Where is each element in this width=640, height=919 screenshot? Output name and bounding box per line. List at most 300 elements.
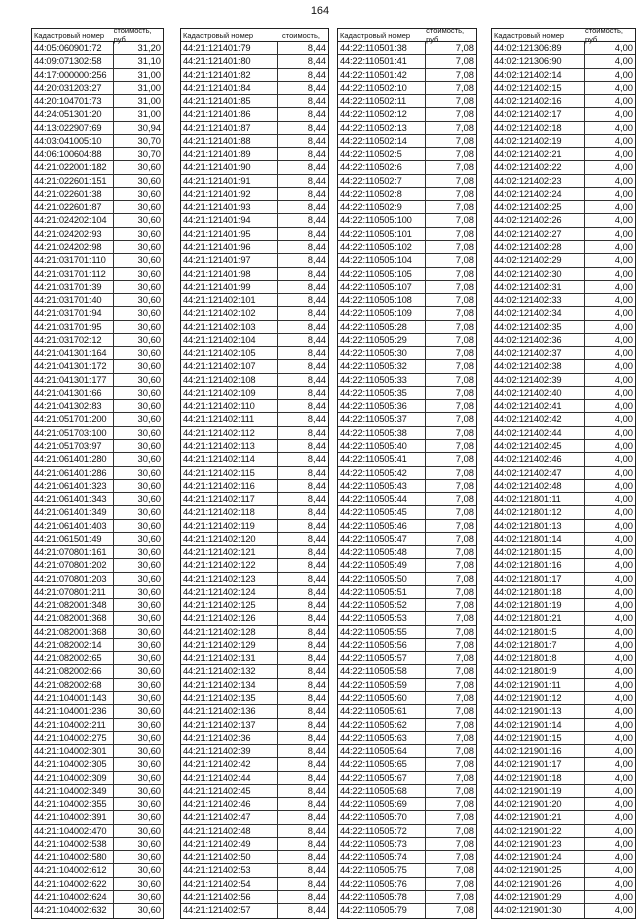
cost-cell: 7,08 bbox=[455, 121, 474, 133]
cadastral-number-cell: 44:02:121402:28 bbox=[492, 241, 585, 253]
cost-cell: 30,60 bbox=[137, 837, 161, 849]
cadastral-number-cell: 44:02:121901:18 bbox=[492, 772, 585, 784]
cost-cell: 8,44 bbox=[307, 493, 326, 505]
cost-cell: 4,00 bbox=[614, 745, 633, 757]
cost-cell: 30,60 bbox=[137, 612, 161, 624]
cadastral-number-cell: 44:21:104002:349 bbox=[32, 785, 114, 797]
table-row bbox=[492, 148, 635, 161]
cost-cell: 7,08 bbox=[455, 532, 474, 544]
cost-cell: 4,00 bbox=[614, 877, 633, 889]
cadastral-number-cell: 44:21:121401:79 bbox=[181, 42, 278, 54]
table-row bbox=[492, 904, 635, 917]
cost-cell: 7,08 bbox=[455, 837, 474, 849]
table-row bbox=[338, 904, 476, 917]
cadastral-number-cell: 44:02:121402:45 bbox=[492, 440, 585, 452]
table-row bbox=[32, 493, 163, 506]
cost-cell: 4,00 bbox=[614, 187, 633, 199]
cost-cell: 7,08 bbox=[455, 758, 474, 770]
table-row bbox=[32, 626, 163, 639]
cost-cell: 4,00 bbox=[614, 891, 633, 902]
table-row bbox=[338, 838, 476, 851]
cost-cell: 7,08 bbox=[455, 201, 474, 213]
table-row bbox=[181, 705, 328, 718]
cadastral-number-cell: 44:21:121401:89 bbox=[181, 148, 278, 160]
cadastral-number-cell: 44:21:104001:143 bbox=[32, 692, 114, 704]
cadastral-number-cell: 44:21:121402:50 bbox=[181, 851, 278, 863]
table-row bbox=[492, 122, 635, 135]
cadastral-number-cell: 44:22:110505:44 bbox=[338, 493, 426, 505]
cadastral-number-cell: 44:22:110505:42 bbox=[338, 467, 426, 479]
table-row bbox=[338, 599, 476, 612]
cadastral-number-cell: 44:21:104002:305 bbox=[32, 758, 114, 770]
table-row bbox=[492, 626, 635, 639]
cadastral-number-cell: 44:22:110505:78 bbox=[338, 891, 426, 903]
cadastral-number-cell: 44:22:110505:104 bbox=[338, 254, 426, 266]
cadastral-number-cell: 44:21:121402:108 bbox=[181, 374, 278, 386]
cost-cell: 30,60 bbox=[137, 439, 161, 451]
cost-cell: 30,60 bbox=[137, 240, 161, 252]
cost-cell: 7,08 bbox=[455, 824, 474, 836]
cost-cell: 7,08 bbox=[455, 652, 474, 664]
table-row bbox=[32, 825, 163, 838]
table-row bbox=[181, 228, 328, 241]
cadastral-number-cell: 44:21:121402:123 bbox=[181, 573, 278, 585]
cadastral-number-cell: 44:21:082001:348 bbox=[32, 599, 114, 611]
cost-cell: 30,60 bbox=[137, 506, 161, 518]
table-row bbox=[181, 506, 328, 519]
table-row bbox=[338, 612, 476, 625]
cadastral-number-cell: 44:21:121402:125 bbox=[181, 599, 278, 611]
cadastral-number-cell: 44:02:121901:15 bbox=[492, 732, 585, 744]
cost-cell: 4,00 bbox=[614, 771, 633, 783]
table-row bbox=[32, 95, 163, 108]
table-row bbox=[32, 506, 163, 519]
cost-cell: 7,08 bbox=[455, 254, 474, 266]
cost-cell: 4,00 bbox=[614, 386, 633, 398]
table-row bbox=[32, 891, 163, 904]
cost-cell: 8,44 bbox=[307, 307, 326, 319]
cadastral-number-cell: 44:22:110505:32 bbox=[338, 360, 426, 372]
table-row bbox=[32, 201, 163, 214]
cadastral-number-cell: 44:21:104002:211 bbox=[32, 719, 114, 731]
cadastral-number-cell: 44:22:110505:35 bbox=[338, 387, 426, 399]
table-row bbox=[338, 705, 476, 718]
cost-cell: 7,08 bbox=[455, 585, 474, 597]
table-row bbox=[492, 758, 635, 771]
cost-cell: 30,94 bbox=[137, 121, 161, 133]
cost-cell: 4,00 bbox=[614, 479, 633, 491]
cadastral-number-cell: 44:21:121401:93 bbox=[181, 201, 278, 213]
cadastral-number-cell: 44:21:070801:161 bbox=[32, 546, 114, 558]
cost-cell: 8,44 bbox=[307, 134, 326, 146]
column-header-number: Кадастровый номер bbox=[494, 30, 565, 40]
table-row bbox=[32, 360, 163, 373]
cadastral-number-cell: 44:21:070801:203 bbox=[32, 573, 114, 585]
cadastral-number-cell: 44:22:110502:9 bbox=[338, 201, 426, 213]
cadastral-number-cell: 44:22:110505:60 bbox=[338, 692, 426, 704]
table-row bbox=[181, 825, 328, 838]
table-row bbox=[181, 135, 328, 148]
cost-cell: 31,00 bbox=[137, 95, 161, 107]
cost-cell: 31,00 bbox=[137, 108, 161, 120]
cost-cell: 8,44 bbox=[307, 95, 326, 107]
table-row bbox=[32, 719, 163, 732]
table-row bbox=[181, 400, 328, 413]
cadastral-number-cell: 44:02:121402:35 bbox=[492, 321, 585, 333]
table-row bbox=[181, 360, 328, 373]
cadastral-number-cell: 44:21:070801:202 bbox=[32, 559, 114, 571]
column-header-cost: стоимость, руб bbox=[585, 26, 623, 44]
cost-cell: 4,00 bbox=[614, 811, 633, 823]
cost-cell: 30,60 bbox=[137, 731, 161, 743]
cadastral-number-cell: 44:21:104002:309 bbox=[32, 772, 114, 784]
cadastral-number-cell: 44:21:121402:129 bbox=[181, 639, 278, 651]
cost-cell: 4,00 bbox=[614, 373, 633, 385]
table-row bbox=[338, 108, 476, 121]
table-row bbox=[181, 891, 328, 904]
cadastral-number-cell: 44:21:104002:612 bbox=[32, 864, 114, 876]
cadastral-number-cell: 44:02:121801:8 bbox=[492, 652, 585, 664]
cadastral-number-cell: 44:21:082001:368 bbox=[32, 626, 114, 638]
cadastral-number-cell: 44:22:110505:48 bbox=[338, 546, 426, 558]
cost-cell: 4,00 bbox=[614, 108, 633, 120]
cadastral-number-cell: 44:02:121402:14 bbox=[492, 69, 585, 81]
table-row bbox=[492, 427, 635, 440]
table-row bbox=[181, 427, 328, 440]
cadastral-number-cell: 44:02:121402:47 bbox=[492, 467, 585, 479]
cost-cell: 8,44 bbox=[307, 413, 326, 425]
table-row bbox=[32, 732, 163, 745]
cost-cell: 7,08 bbox=[455, 267, 474, 279]
cost-cell: 7,08 bbox=[455, 280, 474, 292]
cadastral-number-cell: 44:21:104002:301 bbox=[32, 745, 114, 757]
cost-cell: 4,00 bbox=[614, 546, 633, 558]
table-row bbox=[338, 55, 476, 68]
cadastral-number-cell: 44:02:121801:18 bbox=[492, 586, 585, 598]
cost-cell: 4,00 bbox=[614, 68, 633, 80]
table-row bbox=[32, 705, 163, 718]
cost-cell: 4,00 bbox=[614, 453, 633, 465]
cost-cell: 7,08 bbox=[455, 705, 474, 717]
cadastral-number-cell: 44:22:110505:59 bbox=[338, 679, 426, 691]
cadastral-number-cell: 44:22:110505:62 bbox=[338, 719, 426, 731]
cost-cell: 30,60 bbox=[137, 294, 161, 306]
table-row bbox=[181, 586, 328, 599]
cadastral-number-cell: 44:22:110505:45 bbox=[338, 506, 426, 518]
cost-cell: 8,44 bbox=[307, 400, 326, 412]
cost-cell: 8,44 bbox=[307, 572, 326, 584]
cadastral-number-cell: 44:22:110502:14 bbox=[338, 135, 426, 147]
table-row bbox=[338, 334, 476, 347]
table-row bbox=[338, 811, 476, 824]
table-row bbox=[492, 480, 635, 493]
table-row bbox=[181, 838, 328, 851]
cost-cell: 7,08 bbox=[455, 373, 474, 385]
cadastral-number-cell: 44:21:082002:66 bbox=[32, 665, 114, 677]
cost-cell: 8,44 bbox=[307, 678, 326, 690]
cost-cell: 7,08 bbox=[455, 665, 474, 677]
cost-cell: 7,08 bbox=[455, 692, 474, 704]
cost-cell: 7,08 bbox=[455, 612, 474, 624]
cost-cell: 8,44 bbox=[307, 453, 326, 465]
table-row bbox=[492, 413, 635, 426]
cadastral-number-cell: 44:21:121402:111 bbox=[181, 413, 278, 425]
table-row bbox=[338, 453, 476, 466]
table-row bbox=[32, 347, 163, 360]
cost-cell: 4,00 bbox=[614, 307, 633, 319]
cost-cell: 7,08 bbox=[455, 134, 474, 146]
table-row bbox=[492, 785, 635, 798]
cost-cell: 4,00 bbox=[614, 665, 633, 677]
cost-cell: 8,44 bbox=[307, 811, 326, 823]
table-row bbox=[32, 639, 163, 652]
cadastral-number-cell: 44:21:104002:275 bbox=[32, 732, 114, 744]
table-row bbox=[32, 122, 163, 135]
table-row bbox=[492, 161, 635, 174]
table-row bbox=[181, 864, 328, 877]
table-row bbox=[338, 427, 476, 440]
cadastral-number-cell: 44:02:121901:24 bbox=[492, 851, 585, 863]
cost-cell: 30,60 bbox=[137, 652, 161, 664]
table-row bbox=[338, 347, 476, 360]
cost-cell: 4,00 bbox=[614, 320, 633, 332]
cadastral-number-cell: 44:02:121801:17 bbox=[492, 573, 585, 585]
table-row bbox=[492, 135, 635, 148]
cost-cell: 8,44 bbox=[307, 851, 326, 863]
table-row bbox=[492, 201, 635, 214]
table-row bbox=[32, 692, 163, 705]
cost-cell: 7,08 bbox=[455, 320, 474, 332]
cadastral-number-cell: 44:02:121801:9 bbox=[492, 665, 585, 677]
cost-cell: 4,00 bbox=[614, 174, 633, 186]
cost-cell: 30,60 bbox=[137, 347, 161, 359]
table-row bbox=[32, 42, 163, 55]
cost-cell: 4,00 bbox=[614, 705, 633, 717]
cadastral-number-cell: 44:02:121801:13 bbox=[492, 520, 585, 532]
table-row bbox=[32, 851, 163, 864]
table-row bbox=[181, 904, 328, 917]
table-row bbox=[32, 334, 163, 347]
table-row bbox=[492, 387, 635, 400]
table-row bbox=[492, 82, 635, 95]
cadastral-number-cell: 44:21:121402:120 bbox=[181, 533, 278, 545]
cost-cell: 4,00 bbox=[614, 201, 633, 213]
cost-cell: 4,00 bbox=[614, 692, 633, 704]
table-row bbox=[492, 360, 635, 373]
cadastral-number-cell: 44:21:121402:137 bbox=[181, 719, 278, 731]
cost-cell: 8,44 bbox=[307, 864, 326, 876]
cadastral-number-cell: 44:21:082002:68 bbox=[32, 679, 114, 691]
cadastral-number-cell: 44:22:110505:43 bbox=[338, 480, 426, 492]
cost-cell: 4,00 bbox=[614, 280, 633, 292]
table-row bbox=[32, 135, 163, 148]
cadastral-number-cell: 44:22:110502:5 bbox=[338, 148, 426, 160]
column-header-cost: стоимость, bbox=[282, 30, 320, 40]
cadastral-number-cell: 44:21:104002:538 bbox=[32, 838, 114, 850]
table-row bbox=[181, 745, 328, 758]
cost-cell: 4,00 bbox=[614, 439, 633, 451]
cost-cell: 7,08 bbox=[455, 506, 474, 518]
cost-cell: 8,44 bbox=[307, 731, 326, 743]
table-row bbox=[492, 639, 635, 652]
cadastral-number-cell: 44:02:121901:22 bbox=[492, 825, 585, 837]
table-row bbox=[338, 42, 476, 55]
table-row bbox=[492, 705, 635, 718]
cadastral-number-cell: 44:02:121801:14 bbox=[492, 533, 585, 545]
cost-cell: 4,00 bbox=[614, 798, 633, 810]
cadastral-number-cell: 44:21:061401:280 bbox=[32, 453, 114, 465]
cost-cell: 4,00 bbox=[614, 347, 633, 359]
cost-cell: 8,44 bbox=[307, 506, 326, 518]
cadastral-number-cell: 44:22:110505:107 bbox=[338, 281, 426, 293]
table-row bbox=[338, 546, 476, 559]
cost-cell: 30,70 bbox=[137, 148, 161, 160]
table-row bbox=[338, 374, 476, 387]
cost-cell: 8,44 bbox=[307, 161, 326, 173]
cadastral-number-cell: 44:02:121901:11 bbox=[492, 679, 585, 691]
cadastral-number-cell: 44:22:110505:74 bbox=[338, 851, 426, 863]
table-row bbox=[338, 758, 476, 771]
cadastral-number-cell: 44:21:061401:343 bbox=[32, 493, 114, 505]
table-row bbox=[181, 692, 328, 705]
cost-cell: 8,44 bbox=[307, 320, 326, 332]
cadastral-number-cell: 44:02:121402:48 bbox=[492, 480, 585, 492]
table-row bbox=[492, 506, 635, 519]
cost-cell: 7,08 bbox=[455, 42, 474, 53]
cost-cell: 30,60 bbox=[137, 745, 161, 757]
cost-cell: 7,08 bbox=[455, 400, 474, 412]
table-row bbox=[492, 665, 635, 678]
cost-cell: 7,08 bbox=[455, 187, 474, 199]
table-row bbox=[181, 467, 328, 480]
table-row bbox=[32, 55, 163, 68]
cost-cell: 30,60 bbox=[137, 559, 161, 571]
cost-cell: 30,60 bbox=[137, 373, 161, 385]
cost-cell: 8,44 bbox=[307, 81, 326, 93]
cadastral-number-cell: 44:02:121901:13 bbox=[492, 705, 585, 717]
table-row bbox=[181, 878, 328, 891]
table-row bbox=[181, 175, 328, 188]
table-row bbox=[32, 427, 163, 440]
table-row bbox=[338, 665, 476, 678]
cadastral-number-cell: 44:22:110505:38 bbox=[338, 427, 426, 439]
cadastral-number-cell: 44:22:110505:56 bbox=[338, 639, 426, 651]
table-row bbox=[181, 758, 328, 771]
cadastral-number-cell: 44:22:110505:61 bbox=[338, 705, 426, 717]
cadastral-number-cell: 44:21:121401:94 bbox=[181, 214, 278, 226]
table-row bbox=[32, 307, 163, 320]
cadastral-number-cell: 44:21:041301:172 bbox=[32, 360, 114, 372]
cost-cell: 30,60 bbox=[137, 161, 161, 173]
cost-cell: 30,60 bbox=[137, 678, 161, 690]
cost-cell: 4,00 bbox=[614, 413, 633, 425]
cadastral-number-cell: 44:22:110505:40 bbox=[338, 440, 426, 452]
cadastral-number-cell: 44:21:121401:82 bbox=[181, 69, 278, 81]
table-row bbox=[181, 533, 328, 546]
cost-cell: 8,44 bbox=[307, 187, 326, 199]
cadastral-number-cell: 44:02:121801:16 bbox=[492, 559, 585, 571]
cost-cell: 8,44 bbox=[307, 758, 326, 770]
cadastral-number-cell: 44:22:110505:52 bbox=[338, 599, 426, 611]
cadastral-number-cell: 44:21:121402:126 bbox=[181, 612, 278, 624]
cost-cell: 4,00 bbox=[614, 333, 633, 345]
cost-cell: 8,44 bbox=[307, 479, 326, 491]
table-row bbox=[181, 161, 328, 174]
table-row bbox=[181, 268, 328, 281]
cost-cell: 30,60 bbox=[137, 546, 161, 558]
cost-cell: 30,60 bbox=[137, 187, 161, 199]
cadastral-number-cell: 44:21:104002:355 bbox=[32, 798, 114, 810]
cadastral-number-cell: 44:02:121402:37 bbox=[492, 347, 585, 359]
cadastral-number-cell: 44:02:121801:12 bbox=[492, 506, 585, 518]
table-row bbox=[181, 652, 328, 665]
cadastral-number-cell: 44:21:104001:236 bbox=[32, 705, 114, 717]
cost-cell: 4,00 bbox=[614, 532, 633, 544]
cost-cell: 7,08 bbox=[455, 851, 474, 863]
cadastral-number-cell: 44:21:022601:151 bbox=[32, 175, 114, 187]
cadastral-number-cell: 44:21:121402:104 bbox=[181, 334, 278, 346]
table-row bbox=[181, 811, 328, 824]
cadastral-number-cell: 44:20:104701:73 bbox=[32, 95, 114, 107]
cadastral-number-cell: 44:21:121402:136 bbox=[181, 705, 278, 717]
cadastral-number-cell: 44:22:110502:12 bbox=[338, 108, 426, 120]
cost-cell: 4,00 bbox=[614, 466, 633, 478]
cadastral-number-cell: 44:02:121801:5 bbox=[492, 626, 585, 638]
cost-cell: 7,08 bbox=[455, 718, 474, 730]
table-row bbox=[492, 334, 635, 347]
table-row bbox=[338, 360, 476, 373]
table-row bbox=[181, 626, 328, 639]
cadastral-number-cell: 44:21:061401:286 bbox=[32, 467, 114, 479]
cadastral-number-cell: 44:22:110502:8 bbox=[338, 188, 426, 200]
table-row bbox=[32, 268, 163, 281]
cost-cell: 4,00 bbox=[614, 148, 633, 160]
cost-cell: 30,60 bbox=[137, 360, 161, 372]
cost-cell: 30,60 bbox=[137, 333, 161, 345]
table-row bbox=[32, 82, 163, 95]
cadastral-number-cell: 44:21:121401:86 bbox=[181, 108, 278, 120]
cost-cell: 8,44 bbox=[307, 439, 326, 451]
cost-cell: 8,44 bbox=[307, 42, 326, 53]
cost-cell: 4,00 bbox=[614, 493, 633, 505]
table-row bbox=[181, 82, 328, 95]
cadastral-number-cell: 44:21:121402:135 bbox=[181, 692, 278, 704]
cost-cell: 4,00 bbox=[614, 81, 633, 93]
table-row bbox=[338, 122, 476, 135]
cadastral-number-cell: 44:21:121402:128 bbox=[181, 626, 278, 638]
table-row bbox=[338, 573, 476, 586]
table-row bbox=[181, 851, 328, 864]
cadastral-number-cell: 44:02:121901:23 bbox=[492, 838, 585, 850]
cadastral-table-4 bbox=[491, 28, 636, 919]
cost-cell: 4,00 bbox=[614, 864, 633, 876]
cadastral-number-cell: 44:21:121402:114 bbox=[181, 453, 278, 465]
table-row bbox=[492, 599, 635, 612]
table-row bbox=[181, 321, 328, 334]
cadastral-number-cell: 44:02:121402:40 bbox=[492, 387, 585, 399]
cadastral-number-cell: 44:22:110502:7 bbox=[338, 175, 426, 187]
cost-cell: 7,08 bbox=[455, 174, 474, 186]
cost-cell: 8,44 bbox=[307, 519, 326, 531]
cadastral-number-cell: 44:21:121401:96 bbox=[181, 241, 278, 253]
cost-cell: 8,44 bbox=[307, 771, 326, 783]
cadastral-number-cell: 44:21:121402:102 bbox=[181, 307, 278, 319]
cadastral-number-cell: 44:22:110505:73 bbox=[338, 838, 426, 850]
cost-cell: 8,44 bbox=[307, 546, 326, 558]
table-row bbox=[338, 626, 476, 639]
cost-cell: 4,00 bbox=[614, 678, 633, 690]
cost-cell: 7,08 bbox=[455, 877, 474, 889]
